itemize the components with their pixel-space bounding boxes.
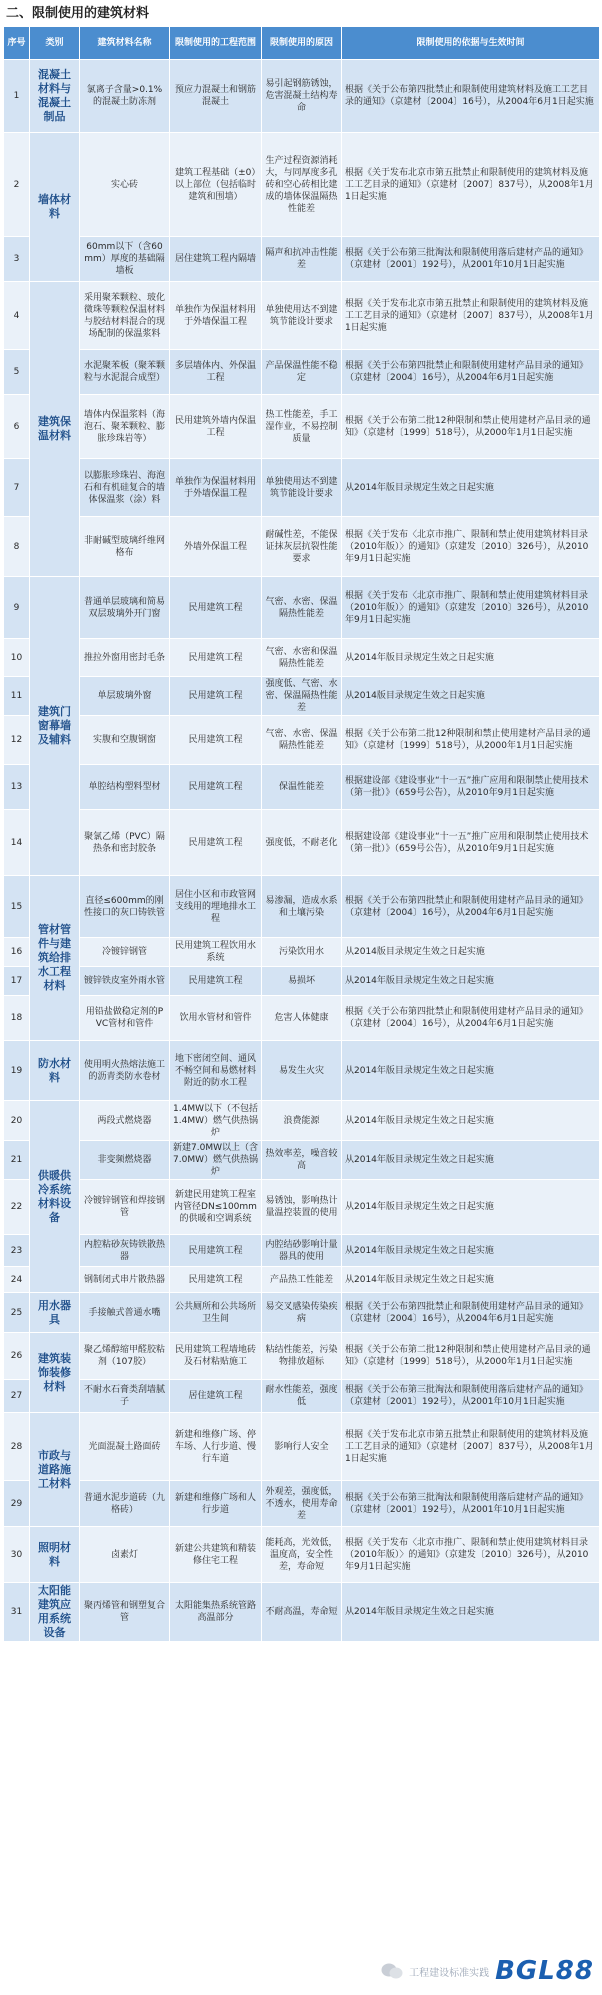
- table-row: [4, 133, 600, 237]
- row-seq: 21: [4, 1141, 30, 1180]
- row-scope: 民用建筑工程: [170, 677, 262, 716]
- row-reason: 易交叉感染传染疾病: [262, 1293, 342, 1333]
- row-seq: 5: [4, 350, 30, 395]
- row-basis: 根据《关于公布第四批禁止和限制使用建材产品目录的通知》（京建材〔2004〕16号），从2004年6月1日起实施: [342, 876, 600, 938]
- row-seq: 9: [4, 577, 30, 639]
- row-scope: 民用建筑工程: [170, 1267, 262, 1293]
- table-header-row: [4, 27, 600, 60]
- row-seq: 12: [4, 716, 30, 765]
- header-category: 类别: [30, 27, 80, 60]
- table-row: [4, 1527, 600, 1583]
- row-category: 建筑装饰装修材料: [30, 1333, 80, 1413]
- row-reason: 单独使用达不到建筑节能设计要求: [262, 282, 342, 350]
- row-seq: 23: [4, 1235, 30, 1267]
- table-row: [4, 1101, 600, 1141]
- row-category: 用水器具: [30, 1293, 80, 1333]
- row-reason: 耐水性能差，强度低: [262, 1380, 342, 1413]
- row-basis: 根据《关于发布北京市第五批禁止和限制使用的建筑材料及施工工艺目录的通知》（京建材〔2007〕837号），从2008年1月1日起实施: [342, 133, 600, 237]
- row-reason: 影响行人安全: [262, 1413, 342, 1481]
- row-material: 钢制闭式串片散热器: [80, 1267, 170, 1293]
- row-reason: 易发生火灾: [262, 1041, 342, 1101]
- row-material: 水泥聚苯板（聚苯颗粒与水泥混合成型）: [80, 350, 170, 395]
- watermark-logo: BGL88: [495, 1956, 594, 1986]
- table-row: [4, 938, 600, 967]
- table-row: [4, 677, 600, 716]
- table-row: [4, 1141, 600, 1180]
- row-material: 镀锌铁皮室外雨水管: [80, 967, 170, 996]
- row-material: 60mm以下（含60mm）厚度的基础隔墙板: [80, 237, 170, 282]
- row-scope: 饮用水管材和管件: [170, 996, 262, 1041]
- table-row: [4, 876, 600, 938]
- table-row: [4, 1481, 600, 1527]
- row-material: 不耐水石膏类刮墙腻子: [80, 1380, 170, 1413]
- row-basis: 根据《关于公布第四批禁止和限制使用建材产品目录的通知》（京建材〔2004〕16号），从2004年6月1日起实施: [342, 350, 600, 395]
- table-row: [4, 395, 600, 459]
- row-scope: 新建和维修广场、停车场、人行步道、慢行车道: [170, 1413, 262, 1481]
- table-row: [4, 1413, 600, 1481]
- table-row: [4, 1380, 600, 1413]
- row-material: 非变频燃烧器: [80, 1141, 170, 1180]
- row-scope: 新建公共建筑和精装修住宅工程: [170, 1527, 262, 1583]
- row-basis: 根据建设部《建设事业“十一五”推广应用和限制禁止使用技术（第一批）》（659号公告），从2010年9月1日起实施: [342, 810, 600, 876]
- row-material: 推拉外窗用密封毛条: [80, 639, 170, 677]
- table-row: [4, 282, 600, 350]
- row-reason: 外观差，强度低，不透水，使用寿命差: [262, 1481, 342, 1527]
- row-scope: 新建和维修广场和人行步道: [170, 1481, 262, 1527]
- row-material: 墙体内保温浆料（海泡石、聚苯颗粒、膨胀珍珠岩等）: [80, 395, 170, 459]
- row-seq: 19: [4, 1041, 30, 1101]
- header-basis: 限制使用的依据与生效时间: [342, 27, 600, 60]
- row-basis: 根据《关于公布第三批淘汰和限制使用落后建材产品的通知》（京建材〔2001〕192号），从2001年10月1日起实施: [342, 1380, 600, 1413]
- row-seq: 8: [4, 517, 30, 577]
- table-row: [4, 967, 600, 996]
- row-reason: 保温性能差: [262, 765, 342, 810]
- row-scope: 民用建筑工程: [170, 639, 262, 677]
- table-row: [4, 1583, 600, 1642]
- row-scope: 单独作为保温材料用于外墙保温工程: [170, 282, 262, 350]
- row-material: 单腔结构塑料型材: [80, 765, 170, 810]
- row-category: 建筑门窗幕墙及辅料: [30, 577, 80, 876]
- row-reason: 内腔结砂影响计量器具的使用: [262, 1235, 342, 1267]
- row-seq: 18: [4, 996, 30, 1041]
- row-reason: 生产过程资源消耗大，与同厚度多孔砖和空心砖相比建成的墙体保温隔热性能差: [262, 133, 342, 237]
- row-seq: 11: [4, 677, 30, 716]
- row-reason: 耐碱性差，不能保证抹灰层抗裂性能要求: [262, 517, 342, 577]
- table-row: [4, 517, 600, 577]
- row-reason: 产品保温性能不稳定: [262, 350, 342, 395]
- watermark: [381, 1953, 594, 1989]
- row-seq: 7: [4, 459, 30, 517]
- row-reason: 气密、水密、保温隔热性能差: [262, 577, 342, 639]
- row-reason: 易渗漏，造成水系和土壤污染: [262, 876, 342, 938]
- row-material: 聚乙烯醇缩甲醛胶粘剂（107胶）: [80, 1333, 170, 1380]
- row-basis: 根据《关于发布〈北京市推广、限制和禁止使用建筑材料目录（2010年版）〉的通知》（京建发〔2010〕326号），从2010年9月1日起实施: [342, 517, 600, 577]
- row-seq: 25: [4, 1293, 30, 1333]
- watermark-text: 工程建设标准实践: [409, 1967, 490, 1979]
- row-basis: 从2014年版目录规定生效之日起实施: [342, 1041, 600, 1101]
- row-seq: 28: [4, 1413, 30, 1481]
- table-row: [4, 639, 600, 677]
- row-basis: 从2014年版目录规定生效之日起实施: [342, 1583, 600, 1642]
- row-basis: 从2014年版目录规定生效之日起实施: [342, 1235, 600, 1267]
- row-material: 冷镀锌钢管和焊接钢管: [80, 1180, 170, 1235]
- row-scope: 新建民用建筑工程室内管径DN≤100mm的供暖和空调系统: [170, 1180, 262, 1235]
- table-row: [4, 60, 600, 133]
- row-scope: 预应力混凝土和钢筋混凝土: [170, 60, 262, 133]
- row-material: 光面混凝土路面砖: [80, 1413, 170, 1481]
- table-row: [4, 1235, 600, 1267]
- row-material: 两段式燃烧器: [80, 1101, 170, 1141]
- row-seq: 22: [4, 1180, 30, 1235]
- table-row: [4, 350, 600, 395]
- row-scope: 公共厕所和公共场所卫生间: [170, 1293, 262, 1333]
- row-scope: 居住建筑工程内隔墙: [170, 237, 262, 282]
- row-basis: 从2014年版目录规定生效之日起实施: [342, 967, 600, 996]
- row-seq: 16: [4, 938, 30, 967]
- row-reason: 隔声和抗冲击性能差: [262, 237, 342, 282]
- row-scope: 民用建筑工程: [170, 967, 262, 996]
- row-seq: 15: [4, 876, 30, 938]
- row-seq: 24: [4, 1267, 30, 1293]
- row-reason: 强度低，不耐老化: [262, 810, 342, 876]
- row-material: 聚丙烯管和钢塑复合管: [80, 1583, 170, 1642]
- row-material: 实腹和空腹钢窗: [80, 716, 170, 765]
- row-basis: 从2014年版目录规定生效之日起实施: [342, 459, 600, 517]
- row-basis: 根据《关于公布第二批12种限制和禁止使用建材产品目录的通知》（京建材〔1999〕518号），从2000年1月1日起实施: [342, 1333, 600, 1380]
- row-material: 手接触式普通水嘴: [80, 1293, 170, 1333]
- row-material: 聚氯乙烯（PVC）隔热条和密封胶条: [80, 810, 170, 876]
- row-scope: 民用建筑工程: [170, 1235, 262, 1267]
- row-reason: 不耐高温，寿命短: [262, 1583, 342, 1642]
- row-reason: 强度低、气密、水密、保温隔热性能差: [262, 677, 342, 716]
- row-scope: 民用建筑工程墙地砖及石材粘贴施工: [170, 1333, 262, 1380]
- row-seq: 29: [4, 1481, 30, 1527]
- header-material: 建筑材料名称: [80, 27, 170, 60]
- row-category: 建筑保温材料: [30, 282, 80, 577]
- row-seq: 2: [4, 133, 30, 237]
- row-scope: 单独作为保温材料用于外墙保温工程: [170, 459, 262, 517]
- row-reason: 粘结性能差，污染物排放超标: [262, 1333, 342, 1380]
- header-scope: 限制使用的工程范围: [170, 27, 262, 60]
- row-material: 直径≤600mm的刚性接口的灰口铸铁管: [80, 876, 170, 938]
- row-material: 卤素灯: [80, 1527, 170, 1583]
- row-basis: 从2014年版目录规定生效之日起实施: [342, 1101, 600, 1141]
- table-row: [4, 1267, 600, 1293]
- row-basis: 根据《关于公布第三批淘汰和限制使用落后建材产品的通知》（京建材〔2001〕192号），从2001年10月1日起实施: [342, 237, 600, 282]
- row-reason: 气密、水密和保温隔热性能差: [262, 639, 342, 677]
- row-seq: 1: [4, 60, 30, 133]
- row-material: 使用明火热熔法施工的沥青类防水卷材: [80, 1041, 170, 1101]
- row-material: 氯离子含量>0.1%的混凝土防冻剂: [80, 60, 170, 133]
- header-seq: 序号: [4, 27, 30, 60]
- row-basis: 从2014年版目录规定生效之日起实施: [342, 1141, 600, 1180]
- row-basis: 从2014年版目录规定生效之日起实施: [342, 1267, 600, 1293]
- row-seq: 26: [4, 1333, 30, 1380]
- row-category: 供暖供冷系统材料设备: [30, 1101, 80, 1293]
- row-seq: 4: [4, 282, 30, 350]
- row-scope: 新建7.0MW以上（含7.0MW）燃气供热锅炉: [170, 1141, 262, 1180]
- row-basis: 从2014版目录规定生效之日起实施: [342, 677, 600, 716]
- row-seq: 14: [4, 810, 30, 876]
- row-basis: 根据《关于公布第三批淘汰和限制使用落后建材产品的通知》（京建材〔2001〕192号），从2001年10月1日起实施: [342, 1481, 600, 1527]
- table-row: [4, 765, 600, 810]
- row-scope: 1.4MW以下（不包括1.4MW）燃气供热锅炉: [170, 1101, 262, 1141]
- row-basis: 根据《关于发布北京市第五批禁止和限制使用的建筑材料及施工工艺目录的通知》（京建材〔2007〕837号），从2008年1月1日起实施: [342, 282, 600, 350]
- row-seq: 13: [4, 765, 30, 810]
- row-category: 照明材料: [30, 1527, 80, 1583]
- row-scope: 民用建筑外墙内保温工程: [170, 395, 262, 459]
- table-row: [4, 1180, 600, 1235]
- row-material: 用铅盐做稳定剂的PVC管材和管件: [80, 996, 170, 1041]
- section-title: 二、限制使用的建筑材料: [6, 6, 150, 21]
- restricted-materials-table: [3, 26, 600, 1642]
- row-scope: 居住建筑工程: [170, 1380, 262, 1413]
- row-reason: 危害人体健康: [262, 996, 342, 1041]
- row-basis: 从2014年版目录规定生效之日起实施: [342, 639, 600, 677]
- row-basis: 根据《关于发布北京市第五批禁止和限制使用的建筑材料及施工工艺目录的通知》（京建材〔2007〕837号），从2008年1月1日起实施: [342, 1413, 600, 1481]
- table-row: [4, 810, 600, 876]
- row-material: 内腔粘砂灰铸铁散热器: [80, 1235, 170, 1267]
- row-category: 市政与道路施工材料: [30, 1413, 80, 1527]
- row-seq: 6: [4, 395, 30, 459]
- row-reason: 热效率差，噪音较高: [262, 1141, 342, 1180]
- row-scope: 民用建筑工程饮用水系统: [170, 938, 262, 967]
- row-basis: 根据《关于公布第二批12种限制和禁止使用建材产品目录的通知》（京建材〔1999〕518号），从2000年1月1日起实施: [342, 395, 600, 459]
- row-category: 管材管件与建筑给排水工程材料: [30, 876, 80, 1041]
- row-reason: 产品热工性能差: [262, 1267, 342, 1293]
- row-basis: 根据《关于发布〈北京市推广、限制和禁止使用建筑材料目录（2010年版）〉的通知》（京建发〔2010〕326号），从2010年9月1日起实施: [342, 577, 600, 639]
- row-scope: 外墙外保温工程: [170, 517, 262, 577]
- row-scope: 民用建筑工程: [170, 577, 262, 639]
- row-reason: 易锈蚀，影响热计量温控装置的使用: [262, 1180, 342, 1235]
- table-row: [4, 459, 600, 517]
- row-basis: 从2014版目录规定生效之日起实施: [342, 938, 600, 967]
- row-scope: 居住小区和市政管网支线用的埋地排水工程: [170, 876, 262, 938]
- header-reason: 限制使用的原因: [262, 27, 342, 60]
- row-scope: 民用建筑工程: [170, 716, 262, 765]
- table-row: [4, 716, 600, 765]
- row-category: 太阳能建筑应用系统设备: [30, 1583, 80, 1642]
- row-seq: 17: [4, 967, 30, 996]
- row-basis: 从2014年版目录规定生效之日起实施: [342, 1180, 600, 1235]
- row-material: 冷镀锌钢管: [80, 938, 170, 967]
- table-row: [4, 577, 600, 639]
- row-scope: 民用建筑工程: [170, 765, 262, 810]
- row-reason: 能耗高，光效低，温度高，安全性差，寿命短: [262, 1527, 342, 1583]
- row-seq: 27: [4, 1380, 30, 1413]
- table-row: [4, 1333, 600, 1380]
- row-basis: 根据《关于公布第四批禁止和限制使用建筑材料及施工工艺目录的通知》（京建材〔2004〕16号），从2004年6月1日起实施: [342, 60, 600, 133]
- row-reason: 污染饮用水: [262, 938, 342, 967]
- table-row: [4, 1293, 600, 1333]
- row-material: 采用聚苯颗粒、玻化微珠等颗粒保温材料与胶结材料混合的现场配制的保温浆料: [80, 282, 170, 350]
- row-scope: 太阳能集热系统管路高温部分: [170, 1583, 262, 1642]
- row-material: 普通单层玻璃和简易双层玻璃外开门窗: [80, 577, 170, 639]
- row-reason: 易引起钢筋锈蚀，危害混凝土结构寿命: [262, 60, 342, 133]
- row-category: 混凝土材料与混凝土制品: [30, 60, 80, 133]
- row-scope: 多层墙体内、外保温工程: [170, 350, 262, 395]
- row-material: 以膨胀珍珠岩、海泡石和有机硅复合的墙体保温浆（涂）料: [80, 459, 170, 517]
- row-basis: 根据《关于公布第四批禁止和限制使用建材产品目录的通知》（京建材〔2004〕16号），从2004年6月1日起实施: [342, 996, 600, 1041]
- row-reason: 单独使用达不到建筑节能设计要求: [262, 459, 342, 517]
- row-seq: 20: [4, 1101, 30, 1141]
- table-row: [4, 237, 600, 282]
- row-basis: 根据《关于公布第二批12种限制和禁止使用建材产品目录的通知》（京建材〔1999〕518号），从2000年1月1日起实施: [342, 716, 600, 765]
- row-material: 单层玻璃外窗: [80, 677, 170, 716]
- row-seq: 31: [4, 1583, 30, 1642]
- row-scope: 建筑工程基础（±0）以上部位（包括临时建筑和围墙）: [170, 133, 262, 237]
- row-reason: 热工性能差，手工湿作业，不易控制质量: [262, 395, 342, 459]
- row-category: 墙体材料: [30, 133, 80, 282]
- row-seq: 30: [4, 1527, 30, 1583]
- row-seq: 10: [4, 639, 30, 677]
- row-category: 防水材料: [30, 1041, 80, 1101]
- row-material: 普通水泥步道砖（九格砖）: [80, 1481, 170, 1527]
- row-scope: 地下密闭空间、通风不畅空间和易燃材料附近的防水工程: [170, 1041, 262, 1101]
- row-basis: 根据《关于公布第四批禁止和限制使用建材产品目录的通知》（京建材〔2004〕16号），从2004年6月1日起实施: [342, 1293, 600, 1333]
- row-reason: 浪费能源: [262, 1101, 342, 1141]
- wechat-icon: [381, 1962, 403, 1980]
- row-material: 非耐碱型玻璃纤维网格布: [80, 517, 170, 577]
- table-row: [4, 996, 600, 1041]
- row-basis: 根据建设部《建设事业“十一五”推广应用和限制禁止使用技术（第一批）》（659号公告），从2010年9月1日起实施: [342, 765, 600, 810]
- row-seq: 3: [4, 237, 30, 282]
- row-material: 实心砖: [80, 133, 170, 237]
- row-scope: 民用建筑工程: [170, 810, 262, 876]
- row-reason: 气密、水密、保温隔热性能差: [262, 716, 342, 765]
- row-basis: 根据《关于发布〈北京市推广、限制和禁止使用建筑材料目录（2010年版）〉的通知》（京建发〔2010〕326号），从2010年9月1日起实施: [342, 1527, 600, 1583]
- row-reason: 易损坏: [262, 967, 342, 996]
- table-row: [4, 1041, 600, 1101]
